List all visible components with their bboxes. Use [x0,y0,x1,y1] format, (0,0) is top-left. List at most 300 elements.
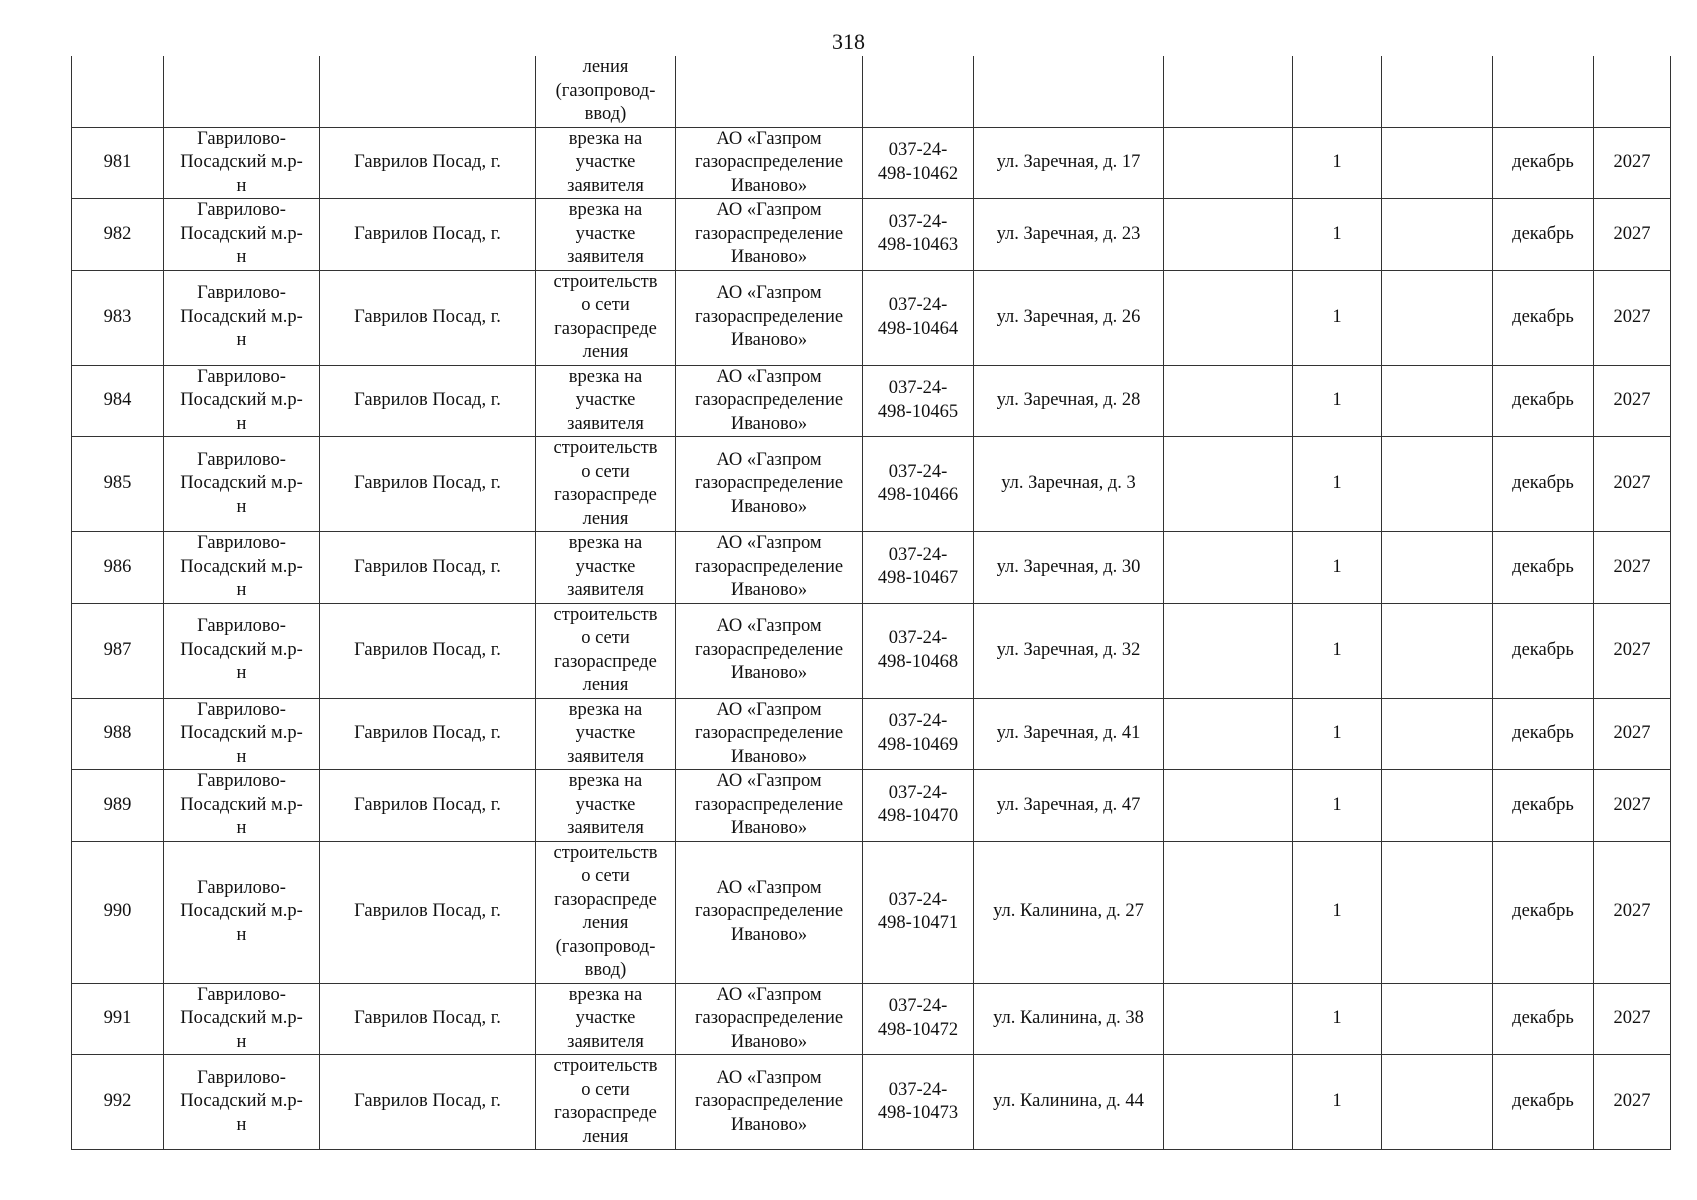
cell-district [164,365,320,437]
cell-district [164,983,320,1055]
cell-line: Посадский м.р- [180,152,303,172]
table-row [72,532,1671,604]
cell-address: ул. Заречная, д. 28 [974,365,1164,437]
cell-work-type [536,770,676,842]
cell-organization [676,841,863,983]
cell-empty [1164,983,1293,1055]
cell-locality: Гаврилов Посад, г. [320,127,536,199]
cell-line: Иваново» [730,663,808,684]
cell-line: 037-24- [888,996,948,1017]
cell-line: заявителя [567,580,644,600]
cell-line: 498-10473 [877,1103,959,1123]
cell-line: газораспределение [694,306,844,327]
cell-line: заявителя [567,175,644,196]
cell-line: Посадский м.р- [180,723,303,743]
cell-line: участке [575,390,636,410]
cell-month: декабрь [1493,199,1594,271]
cell-organization [676,270,863,365]
cell-line: н [236,818,247,838]
table-row [72,841,1671,983]
table-row [72,603,1671,698]
cell-month: декабрь [1493,127,1594,199]
cell-empty [1164,841,1293,983]
cell-empty [1164,603,1293,698]
cell-line: газораспределение [694,794,844,815]
cell-line: АО «Газпром [716,877,822,898]
cell-organization [676,199,863,271]
cell-line: 037-24- [888,782,948,803]
cell-line: Гаврилово- [197,533,286,553]
cell-line: о сети [581,461,630,482]
cell-empty [1382,1055,1493,1150]
cell-line: Гаврилово- [197,771,286,791]
cell-line: 498-10466 [877,485,959,505]
cell-num: 986 [72,532,164,604]
cell-line: заявителя [567,247,644,267]
cell-line: Иваново» [730,175,808,196]
table-body [72,56,1671,1150]
cell-line: н [236,580,247,600]
cell-line: газораспределение [694,1091,844,1112]
cell-empty [1164,365,1293,437]
cell-year [1594,56,1671,127]
cell-empty [1164,270,1293,365]
cell-line: врезка на [568,128,643,149]
cell-line: н [236,413,247,434]
cell-locality: Гаврилов Посад, г. [320,365,536,437]
cell-work-type [536,437,676,532]
cell-work-type [536,365,676,437]
cell-line: ввод) [584,104,627,124]
cell-work-type [536,56,676,127]
cell-organization [676,698,863,770]
cell-empty [1382,199,1493,271]
cell-line: ления [582,57,629,77]
cell-code [863,1055,974,1150]
cell-empty [1382,983,1493,1055]
cell-code [863,199,974,271]
cell-line: газораспреде [554,318,657,339]
cell-line: н [236,247,247,267]
cell-empty [1382,770,1493,842]
cell-locality: Гаврилов Посад, г. [320,532,536,604]
cell-month: декабрь [1493,698,1594,770]
cell-line: газораспределение [694,1008,844,1028]
cell-line: Иваново» [730,580,808,600]
cell-locality: Гаврилов Посад, г. [320,199,536,271]
cell-line: врезка на [568,366,643,387]
cell-line: 498-10465 [877,401,959,422]
cell-line: Гаврилово- [197,877,286,898]
cell-empty [1382,841,1493,983]
cell-district [164,127,320,199]
cell-line: АО «Газпром [716,1067,822,1088]
cell-line: газораспреде [554,651,657,672]
table-row [72,770,1671,842]
cell-line: участке [575,723,636,743]
cell-month [1493,56,1594,127]
cell-line: Гаврилово- [197,984,286,1005]
cell-month: декабрь [1493,437,1594,532]
cell-address: ул. Калинина, д. 44 [974,1055,1164,1150]
cell-line: газораспределение [694,556,844,577]
cell-line: о сети [581,1079,630,1100]
cell-work-type [536,532,676,604]
cell-line: участке [575,223,636,244]
cell-empty [1382,532,1493,604]
cell-district [164,270,320,365]
cell-line: 498-10464 [877,318,959,339]
cell-line: Гаврилово- [197,128,286,149]
cell-address: ул. Заречная, д. 26 [974,270,1164,365]
cell-line: ления [582,508,629,529]
cell-line: АО «Газпром [716,283,822,304]
gas-connection-table [71,56,1671,1150]
cell-line: 498-10468 [877,651,959,672]
cell-district [164,770,320,842]
cell-count: 1 [1293,437,1382,532]
cell-address: ул. Заречная, д. 17 [974,127,1164,199]
cell-line: АО «Газпром [716,771,822,791]
cell-line: 037-24- [888,1079,948,1100]
cell-address: ул. Калинина, д. 38 [974,983,1164,1055]
cell-address: ул. Заречная, д. 23 [974,199,1164,271]
cell-locality: Гаврилов Посад, г. [320,270,536,365]
cell-line: газораспределение [694,639,844,660]
cell-line: газораспреде [554,1103,657,1123]
cell-num: 991 [72,983,164,1055]
cell-line: 037-24- [888,628,948,648]
cell-line: о сети [581,295,630,315]
cell-work-type [536,983,676,1055]
cell-line: строительств [553,438,658,458]
cell-district [164,56,320,127]
cell-month: декабрь [1493,1055,1594,1150]
cell-line: участке [575,794,636,815]
cell-empty [1382,698,1493,770]
cell-empty [1164,127,1293,199]
cell-organization [676,603,863,698]
cell-locality: Гаврилов Посад, г. [320,437,536,532]
cell-line: (газопровод- [555,80,656,101]
cell-line: Иваново» [730,1031,808,1052]
cell-locality: Гаврилов Посад, г. [320,603,536,698]
cell-code [863,127,974,199]
cell-code [863,365,974,437]
cell-count: 1 [1293,698,1382,770]
table-row [72,1055,1671,1150]
page-number: 318 [832,29,865,54]
cell-empty [1164,698,1293,770]
cell-empty [1164,532,1293,604]
cell-year: 2027 [1594,983,1671,1055]
cell-line: газораспределение [694,473,844,494]
table-row [72,983,1671,1055]
cell-num: 981 [72,127,164,199]
cell-line: участке [575,152,636,172]
cell-line: 498-10470 [877,806,959,827]
cell-year: 2027 [1594,532,1671,604]
cell-line: АО «Газпром [716,984,822,1005]
cell-num: 992 [72,1055,164,1150]
cell-line: о сети [581,628,630,648]
cell-empty [1382,365,1493,437]
cell-district [164,698,320,770]
cell-line: газораспределение [694,390,844,410]
cell-code [863,56,974,127]
cell-locality: Гаврилов Посад, г. [320,1055,536,1150]
cell-line: газораспреде [554,889,657,910]
cell-line: АО «Газпром [716,200,822,220]
cell-address [974,56,1164,127]
cell-district [164,437,320,532]
cell-month: декабрь [1493,770,1594,842]
cell-year: 2027 [1594,1055,1671,1150]
cell-address: ул. Заречная, д. 32 [974,603,1164,698]
cell-line: ления [582,913,629,933]
cell-line: ления [582,675,629,695]
cell-count: 1 [1293,532,1382,604]
cell-line: Посадский м.р- [180,639,303,660]
cell-work-type [536,841,676,983]
cell-line: газораспределение [694,152,844,172]
cell-line: н [236,924,247,945]
cell-year: 2027 [1594,365,1671,437]
cell-line: н [236,746,247,767]
table-row [72,199,1671,271]
cell-line: Иваново» [730,1114,808,1135]
cell-num: 983 [72,270,164,365]
cell-organization [676,437,863,532]
cell-line: н [236,1031,247,1052]
cell-line: врезка на [568,200,643,220]
cell-line: врезка на [568,533,643,553]
cell-locality: Гаврилов Посад, г. [320,841,536,983]
cell-line: Гаврилово- [197,200,286,220]
cell-code [863,437,974,532]
cell-address: ул. Заречная, д. 30 [974,532,1164,604]
cell-line: Иваново» [730,746,808,767]
cell-line: Посадский м.р- [180,794,303,815]
cell-line: строительств [553,271,658,292]
cell-line: АО «Газпром [716,449,822,470]
cell-month: декабрь [1493,365,1594,437]
cell-line: АО «Газпром [716,616,822,637]
cell-year: 2027 [1594,127,1671,199]
cell-num: 987 [72,603,164,698]
cell-line: строительств [553,1056,658,1076]
cell-address: ул. Калинина, д. 27 [974,841,1164,983]
cell-line: ления [582,342,629,362]
cell-empty [1164,1055,1293,1150]
cell-code [863,698,974,770]
cell-code [863,841,974,983]
cell-line: 037-24- [888,295,948,315]
cell-count: 1 [1293,983,1382,1055]
cell-organization [676,127,863,199]
cell-locality: Гаврилов Посад, г. [320,770,536,842]
cell-empty [1164,770,1293,842]
cell-line: 498-10467 [877,568,959,589]
cell-line: АО «Газпром [716,699,822,720]
cell-line: н [236,1114,247,1135]
cell-line: АО «Газпром [716,366,822,387]
cell-count: 1 [1293,127,1382,199]
cell-work-type [536,199,676,271]
cell-month: декабрь [1493,983,1594,1055]
cell-month: декабрь [1493,270,1594,365]
cell-district [164,841,320,983]
cell-code [863,770,974,842]
cell-line: 037-24- [888,211,948,232]
cell-work-type [536,127,676,199]
cell-organization [676,365,863,437]
cell-line: Иваново» [730,924,808,945]
cell-line: 037-24- [888,544,948,565]
cell-line: Посадский м.р- [180,473,303,494]
table-row-continued [72,56,1671,127]
cell-line: (газопровод- [555,936,656,957]
cell-locality [320,56,536,127]
table-row [72,270,1671,365]
table-row [72,127,1671,199]
cell-line: газораспределение [694,901,844,922]
cell-address: ул. Заречная, д. 41 [974,698,1164,770]
cell-district [164,532,320,604]
cell-organization [676,532,863,604]
cell-code [863,983,974,1055]
cell-line: участке [575,556,636,577]
cell-line: н [236,496,247,517]
cell-empty [1164,56,1293,127]
cell-num: 990 [72,841,164,983]
cell-year: 2027 [1594,770,1671,842]
cell-line: 498-10462 [877,163,959,184]
cell-locality: Гаврилов Посад, г. [320,698,536,770]
cell-month: декабрь [1493,841,1594,983]
cell-line: газораспреде [554,485,657,505]
cell-year: 2027 [1594,698,1671,770]
cell-line: 037-24- [888,140,948,161]
cell-line: Посадский м.р- [180,1008,303,1028]
cell-num: 989 [72,770,164,842]
cell-line: строительств [553,842,658,863]
cell-year: 2027 [1594,199,1671,271]
cell-line: Иваново» [730,413,808,434]
cell-year: 2027 [1594,841,1671,983]
cell-line: 498-10471 [877,913,959,933]
cell-line: Иваново» [730,330,808,351]
cell-month: декабрь [1493,532,1594,604]
cell-line: н [236,330,247,351]
cell-count: 1 [1293,603,1382,698]
cell-line: врезка на [568,984,643,1005]
cell-organization [676,983,863,1055]
table-row [72,437,1671,532]
cell-line: Посадский м.р- [180,306,303,327]
cell-line: Гаврилово- [197,449,286,470]
cell-line: Иваново» [730,496,808,517]
cell-district [164,603,320,698]
cell-count: 1 [1293,770,1382,842]
cell-line: 037-24- [888,461,948,482]
cell-line: 498-10463 [877,235,959,256]
cell-empty [1382,56,1493,127]
cell-line: Иваново» [730,818,808,838]
cell-line: заявителя [567,818,644,838]
cell-line: 037-24- [888,711,948,732]
cell-locality: Гаврилов Посад, г. [320,983,536,1055]
cell-empty [1164,437,1293,532]
cell-line: ления [582,1126,629,1147]
cell-district [164,1055,320,1150]
cell-num: 985 [72,437,164,532]
cell-work-type [536,698,676,770]
cell-line: Гаврилово- [197,699,286,720]
cell-line: строительств [553,604,658,625]
cell-line: заявителя [567,1031,644,1052]
cell-work-type [536,270,676,365]
cell-num: 988 [72,698,164,770]
cell-empty [1382,437,1493,532]
cell-line: 498-10472 [877,1019,959,1040]
cell-num: 984 [72,365,164,437]
cell-line: Гаврилово- [197,366,286,387]
cell-line: Посадский м.р- [180,1091,303,1112]
cell-line: о сети [581,866,630,886]
cell-line: заявителя [567,746,644,767]
cell-line: Гаврилово- [197,283,286,304]
cell-code [863,603,974,698]
cell-empty [1164,199,1293,271]
cell-line: 037-24- [888,378,948,399]
cell-line: Посадский м.р- [180,901,303,922]
cell-count: 1 [1293,365,1382,437]
cell-num [72,56,164,127]
cell-line: врезка на [568,771,643,791]
cell-line: ввод) [584,960,627,980]
cell-line: 498-10469 [877,734,959,755]
cell-line: газораспределение [694,723,844,743]
cell-count: 1 [1293,1055,1382,1150]
cell-line: газораспределение [694,223,844,244]
cell-code [863,532,974,604]
cell-address: ул. Заречная, д. 47 [974,770,1164,842]
cell-empty [1382,127,1493,199]
cell-num: 982 [72,199,164,271]
cell-address: ул. Заречная, д. 3 [974,437,1164,532]
cell-count: 1 [1293,841,1382,983]
cell-count: 1 [1293,270,1382,365]
cell-month: декабрь [1493,603,1594,698]
cell-line: Посадский м.р- [180,390,303,410]
cell-count [1293,56,1382,127]
cell-year: 2027 [1594,437,1671,532]
cell-code [863,270,974,365]
cell-year: 2027 [1594,270,1671,365]
cell-line: 037-24- [888,889,948,910]
cell-organization [676,1055,863,1150]
cell-organization [676,56,863,127]
cell-work-type [536,603,676,698]
cell-work-type [536,1055,676,1150]
table-row [72,365,1671,437]
cell-empty [1382,270,1493,365]
cell-line: заявителя [567,413,644,434]
cell-count: 1 [1293,199,1382,271]
cell-line: врезка на [568,699,643,720]
cell-line: Гаврилово- [197,1067,286,1088]
